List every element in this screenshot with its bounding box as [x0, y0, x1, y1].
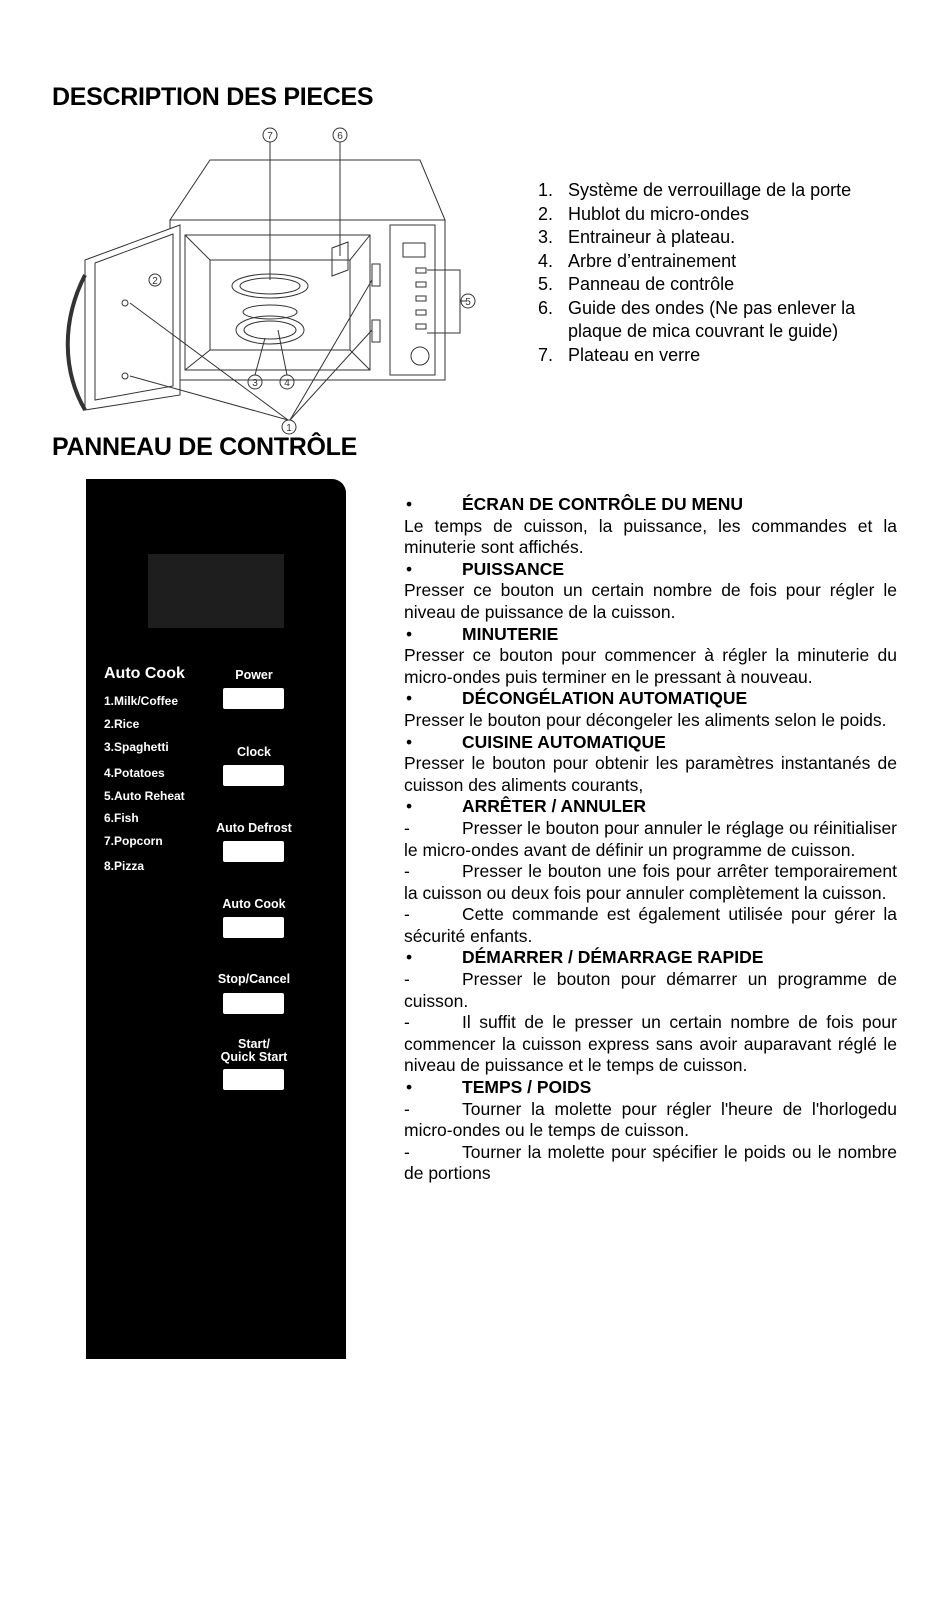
- section-heading: [404, 796, 897, 818]
- dash-marker: -: [404, 1098, 410, 1119]
- auto-cook-item: 2.Rice: [104, 717, 140, 731]
- dash-marker: -: [404, 1012, 410, 1033]
- dash-marker: -: [404, 969, 410, 990]
- section-title: ÉCRAN DE CONTRÔLE DU MENU: [462, 494, 743, 514]
- section-body: Le temps de cuisson, la puissance, les commandes et la minuterie sont affichés.: [404, 515, 897, 558]
- dash-text: Presser le bouton pour démarrer un programme de cuisson.: [404, 969, 897, 1011]
- dash-item: [404, 1099, 897, 1142]
- dash-item: [404, 861, 897, 904]
- callout-1: 1: [286, 423, 292, 434]
- section-title: MINUTERIE: [462, 623, 559, 644]
- section-heading: [404, 559, 897, 581]
- bullet-icon: •: [406, 1077, 413, 1098]
- clock-label: Clock: [236, 745, 272, 759]
- callout-3: 3: [252, 378, 258, 389]
- section-title: CUISINE AUTOMATIQUE: [462, 731, 666, 752]
- auto-cook-item: 4.Potatoes: [104, 766, 165, 780]
- dash-item: [404, 969, 897, 1012]
- bullet-icon: •: [406, 688, 413, 709]
- auto-cook-item: 6.Fish: [104, 811, 139, 825]
- dash-text: Presser le bouton une fois pour arrêter temporairement la cuisson ou deux fois pour annuler complètement la cuisson.: [404, 861, 897, 903]
- section-title: DÉCONGÉLATION AUTOMATIQUE: [462, 688, 748, 709]
- bullet-icon: •: [406, 796, 413, 817]
- auto-cook-item: 1.Milk/Coffee: [104, 694, 179, 708]
- bullet-icon: •: [406, 731, 413, 752]
- bullet-icon: •: [406, 623, 413, 644]
- section-title: TEMPS / POIDS: [462, 1077, 592, 1098]
- power-label: Power: [235, 668, 273, 682]
- stop-cancel-button[interactable]: [223, 993, 284, 1014]
- section-heading: [404, 624, 897, 646]
- dash-marker: -: [404, 861, 410, 882]
- power-button[interactable]: [223, 688, 284, 709]
- list-item: 4. Arbre d’entrainement: [538, 250, 737, 271]
- callout-4: 4: [284, 378, 290, 389]
- section-heading: [404, 494, 897, 516]
- clock-button[interactable]: [223, 765, 284, 786]
- dash-text: Presser le bouton pour annuler le réglage ou réinitialiser le micro-ondes avant de définir un programme de cuisson.: [404, 817, 897, 860]
- list-item: 5. Panneau de contrôle: [538, 274, 735, 294]
- parts-title: DESCRIPTION DES PIECES: [52, 83, 374, 111]
- list-item: 7. Plateau en verre: [538, 344, 701, 365]
- control-panel-title: PANNEAU DE CONTRÔLE: [52, 433, 357, 461]
- section-body: Presser ce bouton pour commencer à régler la minuterie du micro-ondes puis terminer en le pressant à nouveau.: [404, 645, 897, 687]
- auto-cook-label: Auto Cook: [222, 897, 286, 911]
- callout-6: 6: [337, 131, 343, 142]
- auto-cook-item: 7.Popcorn: [104, 834, 163, 848]
- dial-label: TIME/WEIGHT: [175, 1445, 307, 1490]
- bullet-icon: •: [406, 947, 413, 968]
- start-quick-start-button[interactable]: [223, 1069, 284, 1090]
- dash-item: [404, 1142, 897, 1185]
- microwave-diagram: [60, 120, 480, 440]
- list-item: 6. Guide des ondes (Ne pas enlever la plaque de mica couvrant le guide): [538, 297, 856, 341]
- auto-cook-item: 8.Pizza: [104, 859, 145, 873]
- dash-item: [404, 1012, 897, 1077]
- auto-cook-item: 3.Spaghetti: [104, 740, 169, 754]
- section-title: DÉMARRER / DÉMARRAGE RAPIDE: [462, 947, 764, 968]
- dash-item: [404, 818, 897, 861]
- stop-cancel-label: Stop/Cancel: [217, 972, 291, 986]
- dash-text: Cette commande est également utilisée pour gérer la sécurité enfants.: [404, 904, 897, 946]
- dash-item: [404, 904, 897, 947]
- svg-text:TIME/WEIGHT: [176, 1445, 306, 1489]
- auto-defrost-button[interactable]: [223, 841, 284, 862]
- time-weight-dial[interactable]: [146, 1419, 336, 1619]
- callout-2: 2: [152, 276, 158, 287]
- auto-cook-title: Auto Cook: [104, 665, 185, 682]
- dash-marker: -: [404, 817, 410, 838]
- section-title: PUISSANCE: [462, 558, 565, 579]
- section-body: Presser ce bouton un certain nombre de fois pour régler le niveau de puissance de la cuisson.: [404, 580, 897, 622]
- section-heading: [404, 947, 897, 969]
- list-item: 3. Entraineur à plateau.: [538, 227, 736, 247]
- bullet-icon: •: [406, 558, 413, 579]
- dash-text: Tourner la molette pour régler l'heure de l'horlogedu micro-ondes ou le temps de cuisson.: [404, 1098, 897, 1141]
- callout-5: 5: [465, 297, 471, 308]
- display-screen: [148, 554, 284, 628]
- auto-cook-item: 5.Auto Reheat: [104, 789, 185, 803]
- list-item: 2. Hublot du micro-ondes: [538, 203, 750, 224]
- parts-list: [538, 179, 898, 367]
- section-title: ARRÊTER / ANNULER: [462, 796, 647, 817]
- section-heading: [404, 1077, 897, 1099]
- start-quick-start-label: Start/ Quick Start: [220, 1037, 288, 1064]
- control-descriptions: [404, 494, 897, 1185]
- dash-marker: -: [404, 904, 410, 925]
- dash-marker: -: [404, 1141, 410, 1162]
- dash-text: Tourner la molette pour spécifier le poids ou le nombre de portions: [404, 1141, 897, 1184]
- auto-defrost-label: Auto Defrost: [216, 821, 292, 835]
- section-heading: [404, 688, 897, 710]
- section-body: Presser le bouton pour décongeler les aliments selon le poids.: [404, 709, 887, 730]
- callout-7: 7: [267, 131, 273, 142]
- auto-cook-button[interactable]: [223, 917, 284, 938]
- dial-knob[interactable]: [186, 1487, 322, 1619]
- bullet-icon: •: [406, 494, 413, 514]
- section-heading: [404, 732, 897, 754]
- list-item: 1. Système de verrouillage de la porte: [538, 180, 852, 200]
- section-body: Presser le bouton pour obtenir les paramètres instantanés de cuisson des aliments courants,: [404, 753, 897, 795]
- control-panel-illustration: [86, 479, 346, 1490]
- dash-text: Il suffit de le presser un certain nombre de fois pour commencer la cuisson express sans avoir auparavant réglé le niveau de puissance et le temps de cuisson.: [404, 1012, 897, 1076]
